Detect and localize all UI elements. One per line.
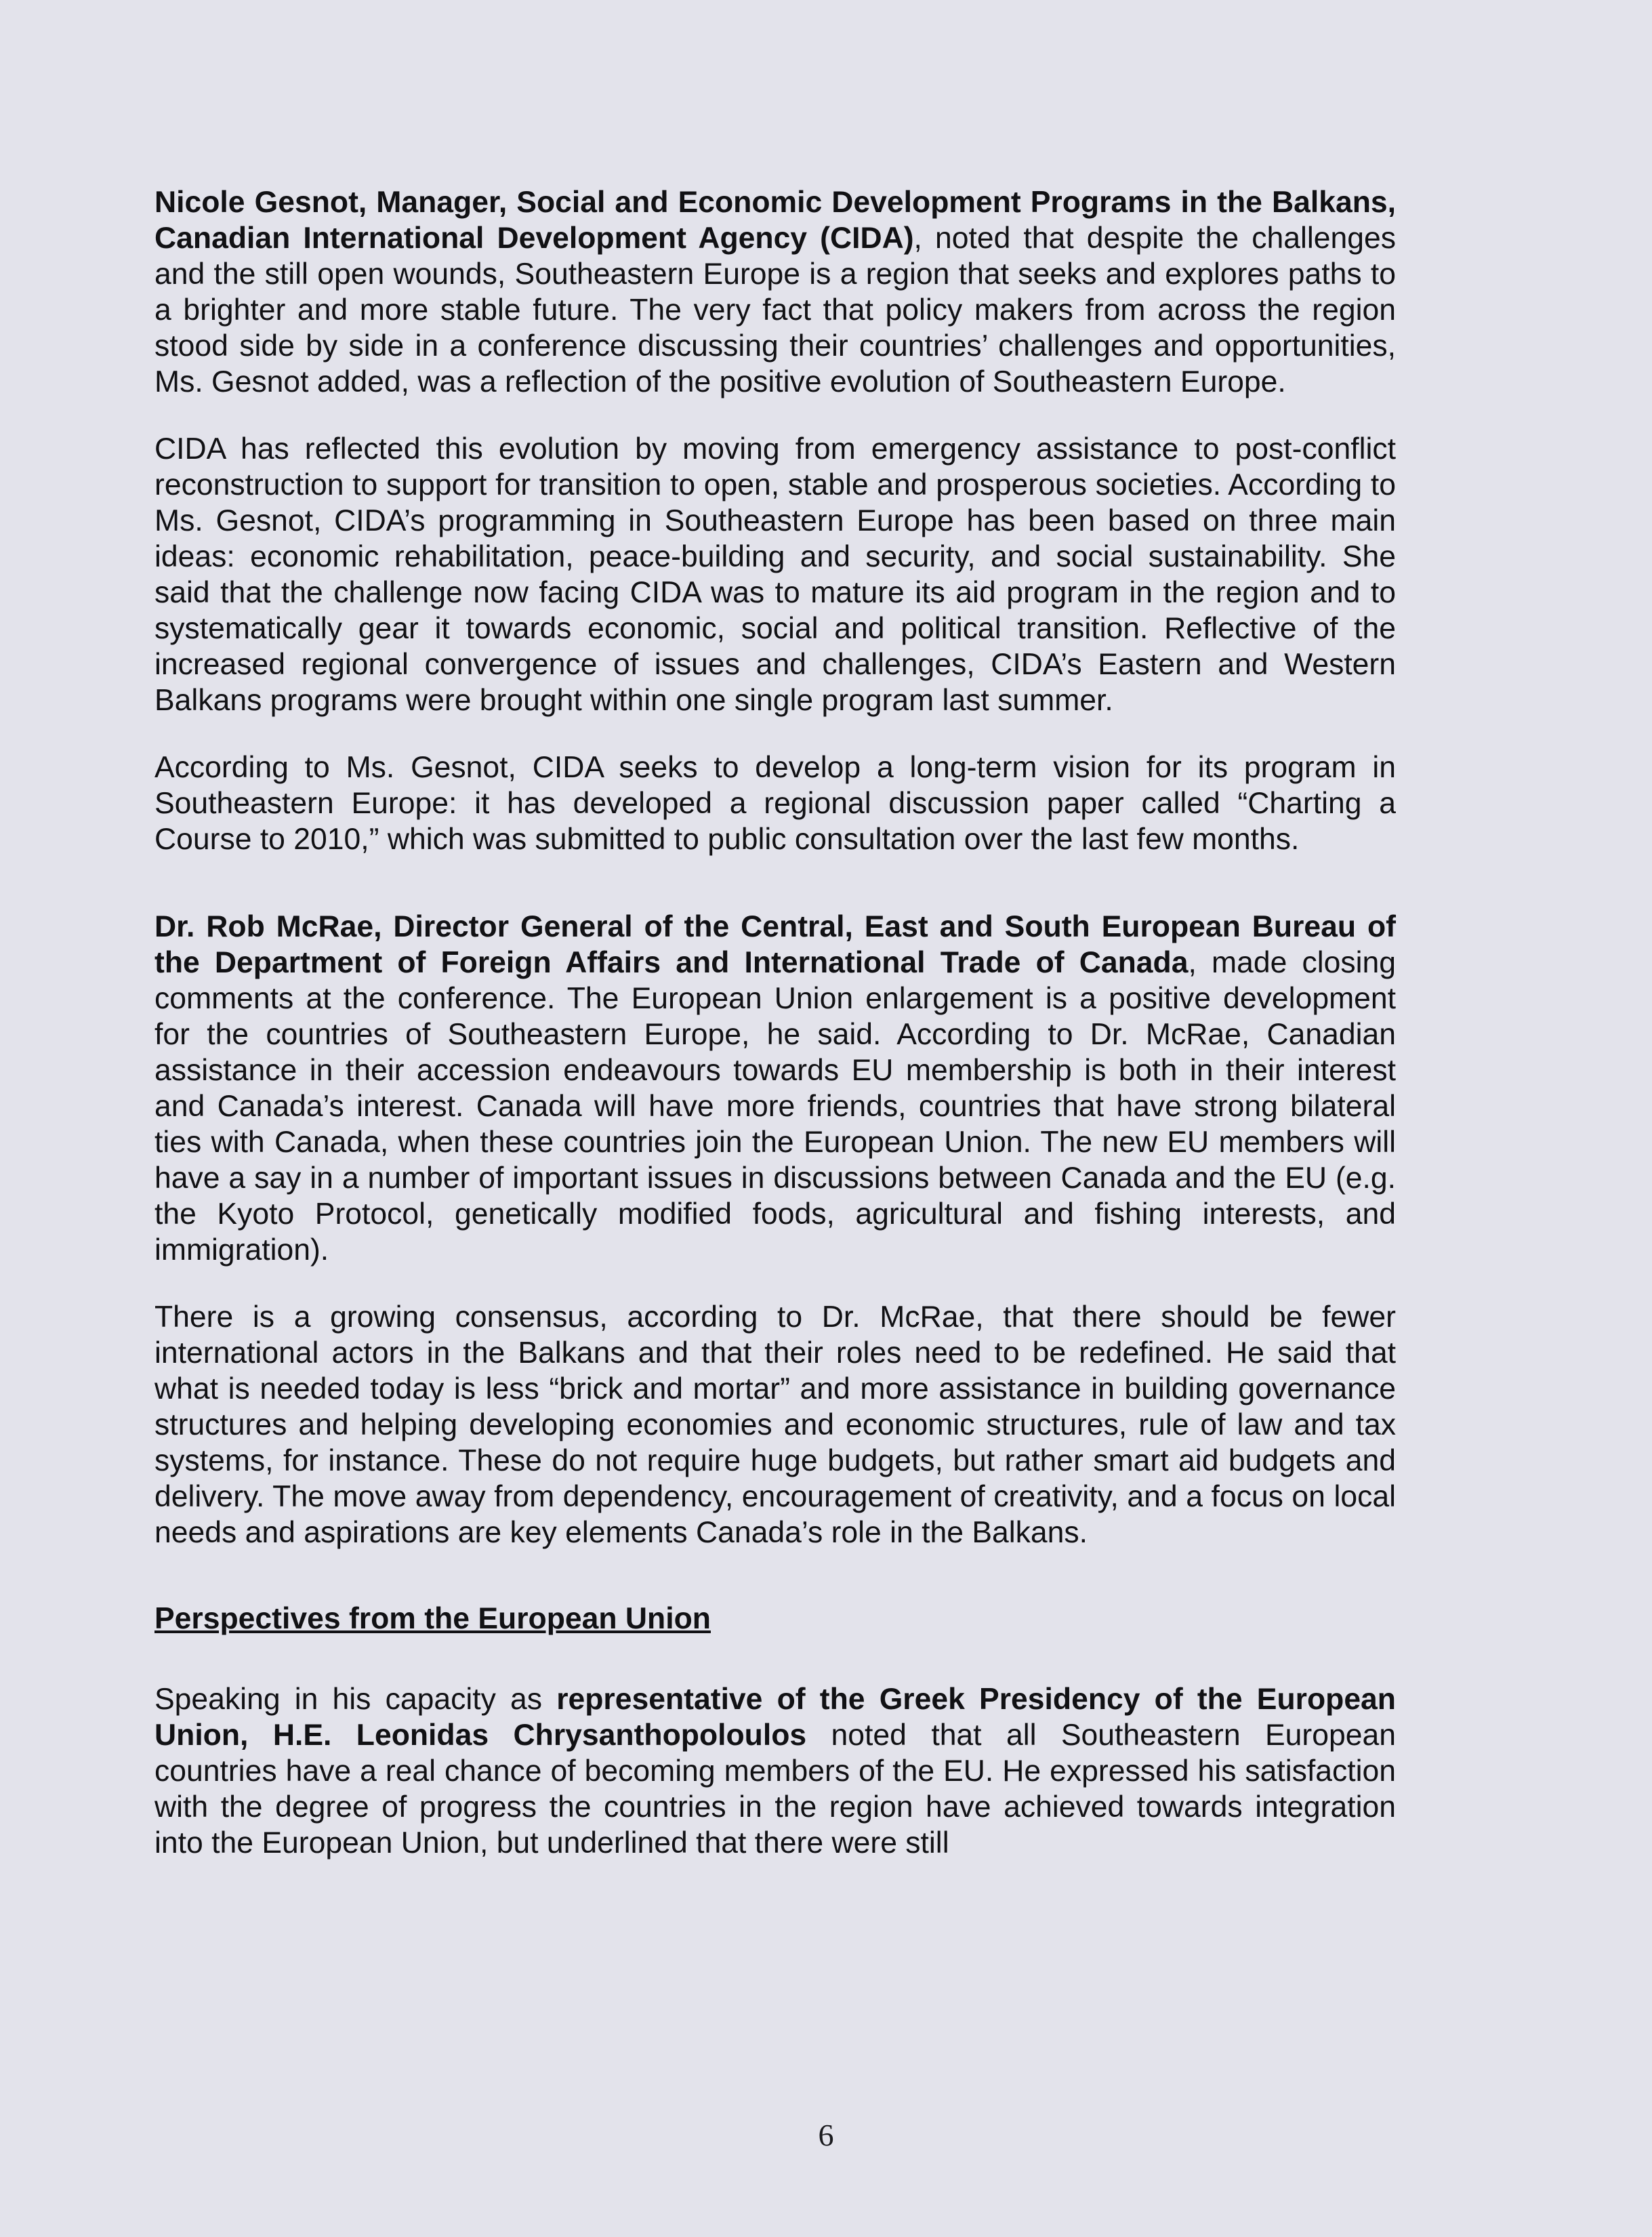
paragraph-cida-evolution bbox=[154, 431, 1396, 718]
speaker-name-gesnot: Nicole Gesnot, Manager, Social and Economic Development Programs in the Balkans, Canadian International Development Agency (CIDA) bbox=[154, 186, 1396, 255]
page-number: 6 bbox=[818, 2118, 834, 2152]
paragraph-greek-presidency bbox=[154, 1681, 1396, 1861]
paragraph-text: , made closing comments at the conference. The European Union enlargement is a positive development for the countries of Southeastern Europe, he said. According to Dr. McRae, Canadian assistance in their accession endeavours towards EU membership is both in their interest and Canada’s interest. Canada will have more friends, countries that have strong bilateral ties with Canada, when these countries join the European Union. The new EU members will have a say in a number of important issues in discussions between Canada and the EU (e.g. the Kyoto Protocol, genetically modified foods, agricultural and fishing interests, and immigration). bbox=[154, 946, 1396, 1267]
paragraph-mcrae-intro bbox=[154, 909, 1396, 1268]
speaker-name-mcrae: Dr. Rob McRae, Director General of the Central, East and South European Bureau of the Department of Foreign Affairs and International Trade of Canada bbox=[154, 910, 1396, 979]
paragraph-text: , noted that despite the challenges and the still open wounds, Southeastern Europe is a region that seeks and explores paths to a brighter and more stable future. The very fact that policy makers from across the region stood side by side in a conference discussing their countries’ challenges and opportunities, Ms. Gesnot added, was a reflection of the positive evolution of Southeastern Europe. bbox=[154, 222, 1396, 398]
paragraph-gesnot-intro bbox=[154, 184, 1396, 400]
paragraph-cida-vision bbox=[154, 750, 1396, 857]
speaker-name-chrysanthopoloulos: representative of the Greek Presidency of the European Union, H.E. Leonidas Chrysanthopoloulos bbox=[154, 1683, 1396, 1752]
document-body bbox=[154, 184, 1396, 1892]
paragraph-text: CIDA has reflected this evolution by moving from emergency assistance to post-conflict reconstruction to support for transition to open, stable and prosperous societies. According to Ms. Gesnot, CIDA’s programming in Southeastern Europe has been based on three main ideas: economic rehabilitation, peace-building and security, and social sustainability. She said that the challenge now facing CIDA was to mature its aid program in the region and to systematically gear it towards economic, social and political transition. Reflective of the increased regional convergence of issues and challenges, CIDA’s Eastern and Western Balkans programs were brought within one single program last summer. bbox=[154, 432, 1396, 717]
paragraph-text: According to Ms. Gesnot, CIDA seeks to develop a long-term vision for its program in Southeastern Europe: it has developed a regional discussion paper called “Charting a Course to 2010,” which was submitted to public consultation over the last few months. bbox=[154, 751, 1396, 856]
paragraph-text: There is a growing consensus, according to Dr. McRae, that there should be fewer international actors in the Balkans and that their roles need to be redefined. He said that what is needed today is less “brick and mortar” and more assistance in building governance structures and helping developing economies and economic structures, rule of law and tax systems, for instance. These do not require huge budgets, but rather smart aid budgets and delivery. The move away from dependency, encouragement of creativity, and a focus on local needs and aspirations are key elements Canada’s role in the Balkans. bbox=[154, 1300, 1396, 1549]
section-heading: Perspectives from the European Union bbox=[154, 1602, 711, 1635]
paragraph-text: noted that all Southeastern European countries have a real chance of becoming members of the EU. He expressed his satisfaction with the degree of progress the countries in the region have achieved towards integration into the European Union, but underlined that there were still bbox=[154, 1719, 1396, 1860]
paragraph-lead-text: Speaking in his capacity as bbox=[154, 1683, 557, 1716]
paragraph-mcrae-consensus bbox=[154, 1299, 1396, 1551]
